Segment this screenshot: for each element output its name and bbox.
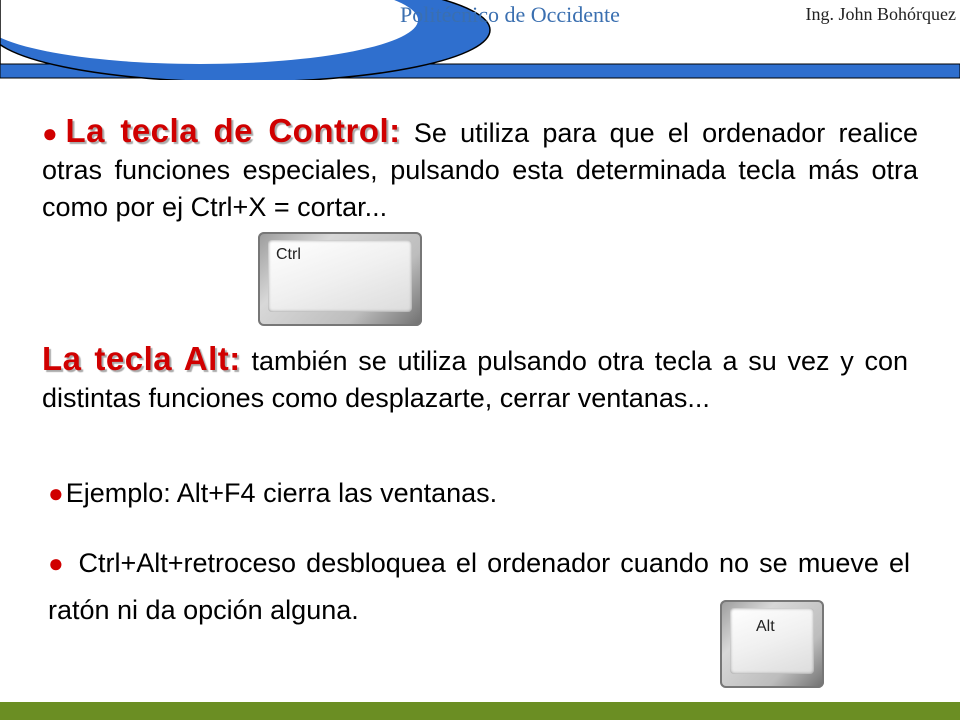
control-key-description: Se utiliza para que el ordenador realice otras funciones especiales, pulsando esta determinada tecla más otra como por ej Ctrl+X = cortar... (42, 118, 918, 222)
control-key-title: La tecla de Control: (65, 112, 401, 149)
bullet-icon: ● (48, 548, 67, 578)
example-alt-f4 (48, 478, 497, 509)
bullet-icon: ● (48, 478, 64, 508)
ctrl-key-label: Ctrl (276, 246, 301, 263)
example-alt-f4-text: Ejemplo: Alt+F4 cierra las ventanas. (65, 478, 498, 508)
author-name: Ing. John Bohórquez (805, 4, 956, 24)
alt-key-paragraph (42, 340, 908, 417)
organization-name: Politécnico de Occidente (400, 2, 620, 27)
alt-key-image (720, 600, 824, 688)
alt-key-label: Alt (756, 618, 775, 635)
bullet-icon: ● (42, 118, 64, 148)
ctrl-key-image (258, 232, 422, 326)
example-ctrl-alt-backspace-text: Ctrl+Alt+retroceso desbloquea el ordenador cuando no se mueve el ratón ni da opción alguna. (48, 548, 910, 625)
alt-key-title: La tecla Alt: (42, 340, 241, 377)
footer-band (0, 702, 960, 720)
control-key-paragraph (42, 112, 918, 226)
slide-header (0, 0, 960, 80)
alt-key-description: también se utiliza pulsando otra tecla a su vez y con distintas funciones como desplazarte, cerrar ventanas... (42, 346, 908, 413)
